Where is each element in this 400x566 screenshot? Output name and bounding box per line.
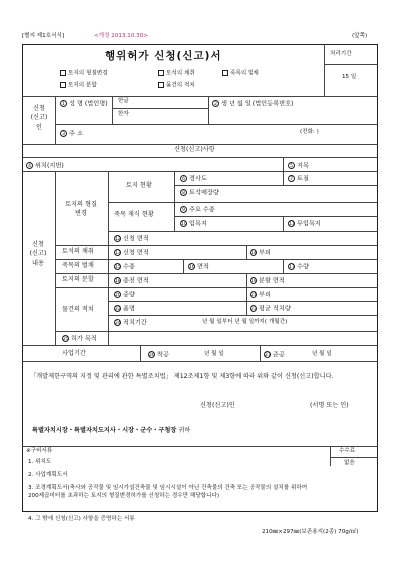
end-date: 년 월 일 <box>312 351 332 357</box>
soil-amount-label: 8 토석매장량 <box>180 189 219 197</box>
document-item-1: 1. 위치도 <box>28 459 52 465</box>
phone-label: (전화: ) <box>300 129 319 135</box>
main-trees-label: 9 주요 수종 <box>180 206 215 214</box>
row-stack-volume: 21 부피 <box>251 291 271 299</box>
row-stack-average: 23 평균 적치량 <box>251 305 291 313</box>
start-date: 년 월 일 <box>204 351 224 357</box>
row-stone-area: 13 신청 면적 <box>115 249 149 257</box>
slope-label: 6 경사도 <box>180 175 207 183</box>
row-stone-label: 토석의 채취 <box>62 248 94 255</box>
document-item-2: 2. 사업계획도서 <box>28 472 68 478</box>
applicant-section-label: 신청 (신고) 인 <box>30 105 48 131</box>
legal-statement: 「개발제한구역의 지정 및 관리에 관한 특별조치법」 제12조제1항 및 제3항에 따라 위와 같이 신청(신고)합니다. <box>30 373 334 380</box>
row-trees-count: 17 수량 <box>289 263 309 271</box>
option-land-change[interactable]: 토지의 형질변경 <box>60 70 108 77</box>
signature-label: 신청(신고)인 <box>200 402 235 409</box>
row-stack-label: 물건의 적치 <box>62 306 94 313</box>
row-split-after: 19 분할 면적 <box>251 277 285 285</box>
location-label: 4 위치(지번) <box>26 162 64 170</box>
page-side: (앞쪽) <box>352 33 368 39</box>
row-stack-period-value: 년 월 일부터 년 월 일까지( 개월간) <box>202 319 288 325</box>
hanja-label: 한자 <box>118 111 129 117</box>
option-split[interactable]: 토지의 분할 <box>60 82 97 89</box>
option-trees[interactable]: 죽목의 벌채 <box>222 70 259 77</box>
revision-date: <개정 2013.10.30> <box>94 33 148 39</box>
treeless-label: 11 무임목지 <box>289 220 321 228</box>
checkbox[interactable] <box>158 70 164 76</box>
forest-label: 10 임목지 <box>181 220 207 228</box>
option-stone[interactable]: 토석의 채취 <box>158 70 195 77</box>
row-trees-area: 16 면적 <box>189 263 209 271</box>
period-label: 사업기간 <box>62 350 86 357</box>
checkbox[interactable] <box>222 70 228 76</box>
row-trees-label: 죽목의 벌채 <box>62 262 94 269</box>
fee-value: 없음 <box>344 460 355 466</box>
form-title: 행위허가 신청(신고)서 <box>105 50 222 62</box>
row-stack-item: 22 품명 <box>115 305 135 313</box>
processing-days: 15 일 <box>342 74 357 80</box>
row-trees-species: 15 수종 <box>115 263 135 271</box>
row-split-label: 토지의 분할 <box>62 276 94 283</box>
end-label: 27 준공 <box>265 351 285 359</box>
soil-label: 7 토질 <box>288 175 309 183</box>
document-item-4: 4. 그 밖에 신청(신고) 사항을 증명하는 서류 <box>28 516 135 522</box>
paper-spec: 210㎜×297㎜(보존용지(2종) 70g/㎡) <box>262 529 359 535</box>
addressee: 특별자치시장・특별자치도지사・시장・군수・구청장 귀하 <box>32 427 191 434</box>
documents-label: ※구비서류 <box>26 448 53 454</box>
land-change-label: 토지의 형질 변경 <box>65 201 97 218</box>
start-label: 26 착공 <box>149 351 169 359</box>
checkbox[interactable] <box>60 70 66 76</box>
form-number: [별지 제1호서식] <box>22 33 65 39</box>
category-label: 5 지목 <box>288 162 309 170</box>
processing-label: 처리기간 <box>330 51 352 57</box>
signature-note: (서명 또는 인) <box>310 402 349 409</box>
items-title: 신청(신고)사항 <box>174 146 215 153</box>
row-stone-volume: 14 부피 <box>251 249 271 257</box>
tree-status-label: 죽목 재식 현황 <box>114 211 154 218</box>
checkbox[interactable] <box>60 82 66 88</box>
content-label: 신청 (신고) 내용 <box>29 241 47 267</box>
document-item-3: 3. 조경계획도서(축사와 공작물 및 임시가설건축물 및 임시시설이 아닌 건축물의 건축 또는 공작물의 설치를 위하여 200제곱미터를 초과하는 토지의 형질변경허가를 신청하는 경우만 해당합니다) <box>28 485 308 500</box>
name-label: 1 성 명 (법인명) <box>60 100 108 109</box>
purpose-label: 25 허가 목적 <box>63 335 97 343</box>
row-split-before: 18 종전 면적 <box>115 277 149 285</box>
address-label: 3 주 소 <box>60 130 83 138</box>
checkbox[interactable] <box>158 82 164 88</box>
option-stack[interactable]: 물건의 적치 <box>158 82 195 89</box>
row-stack-weight: 20 중량 <box>115 291 135 299</box>
birth-label: 2 생 년 월 일 (법인등록번호) <box>212 100 312 109</box>
applied-area-label: 12 신청 면적 <box>115 235 149 243</box>
row-stack-period: 24 적치기간 <box>115 319 147 327</box>
land-status-label: 토지 현황 <box>126 182 152 189</box>
fee-label: 수수료 <box>339 448 356 454</box>
hangul-label: 한글 <box>118 98 129 104</box>
